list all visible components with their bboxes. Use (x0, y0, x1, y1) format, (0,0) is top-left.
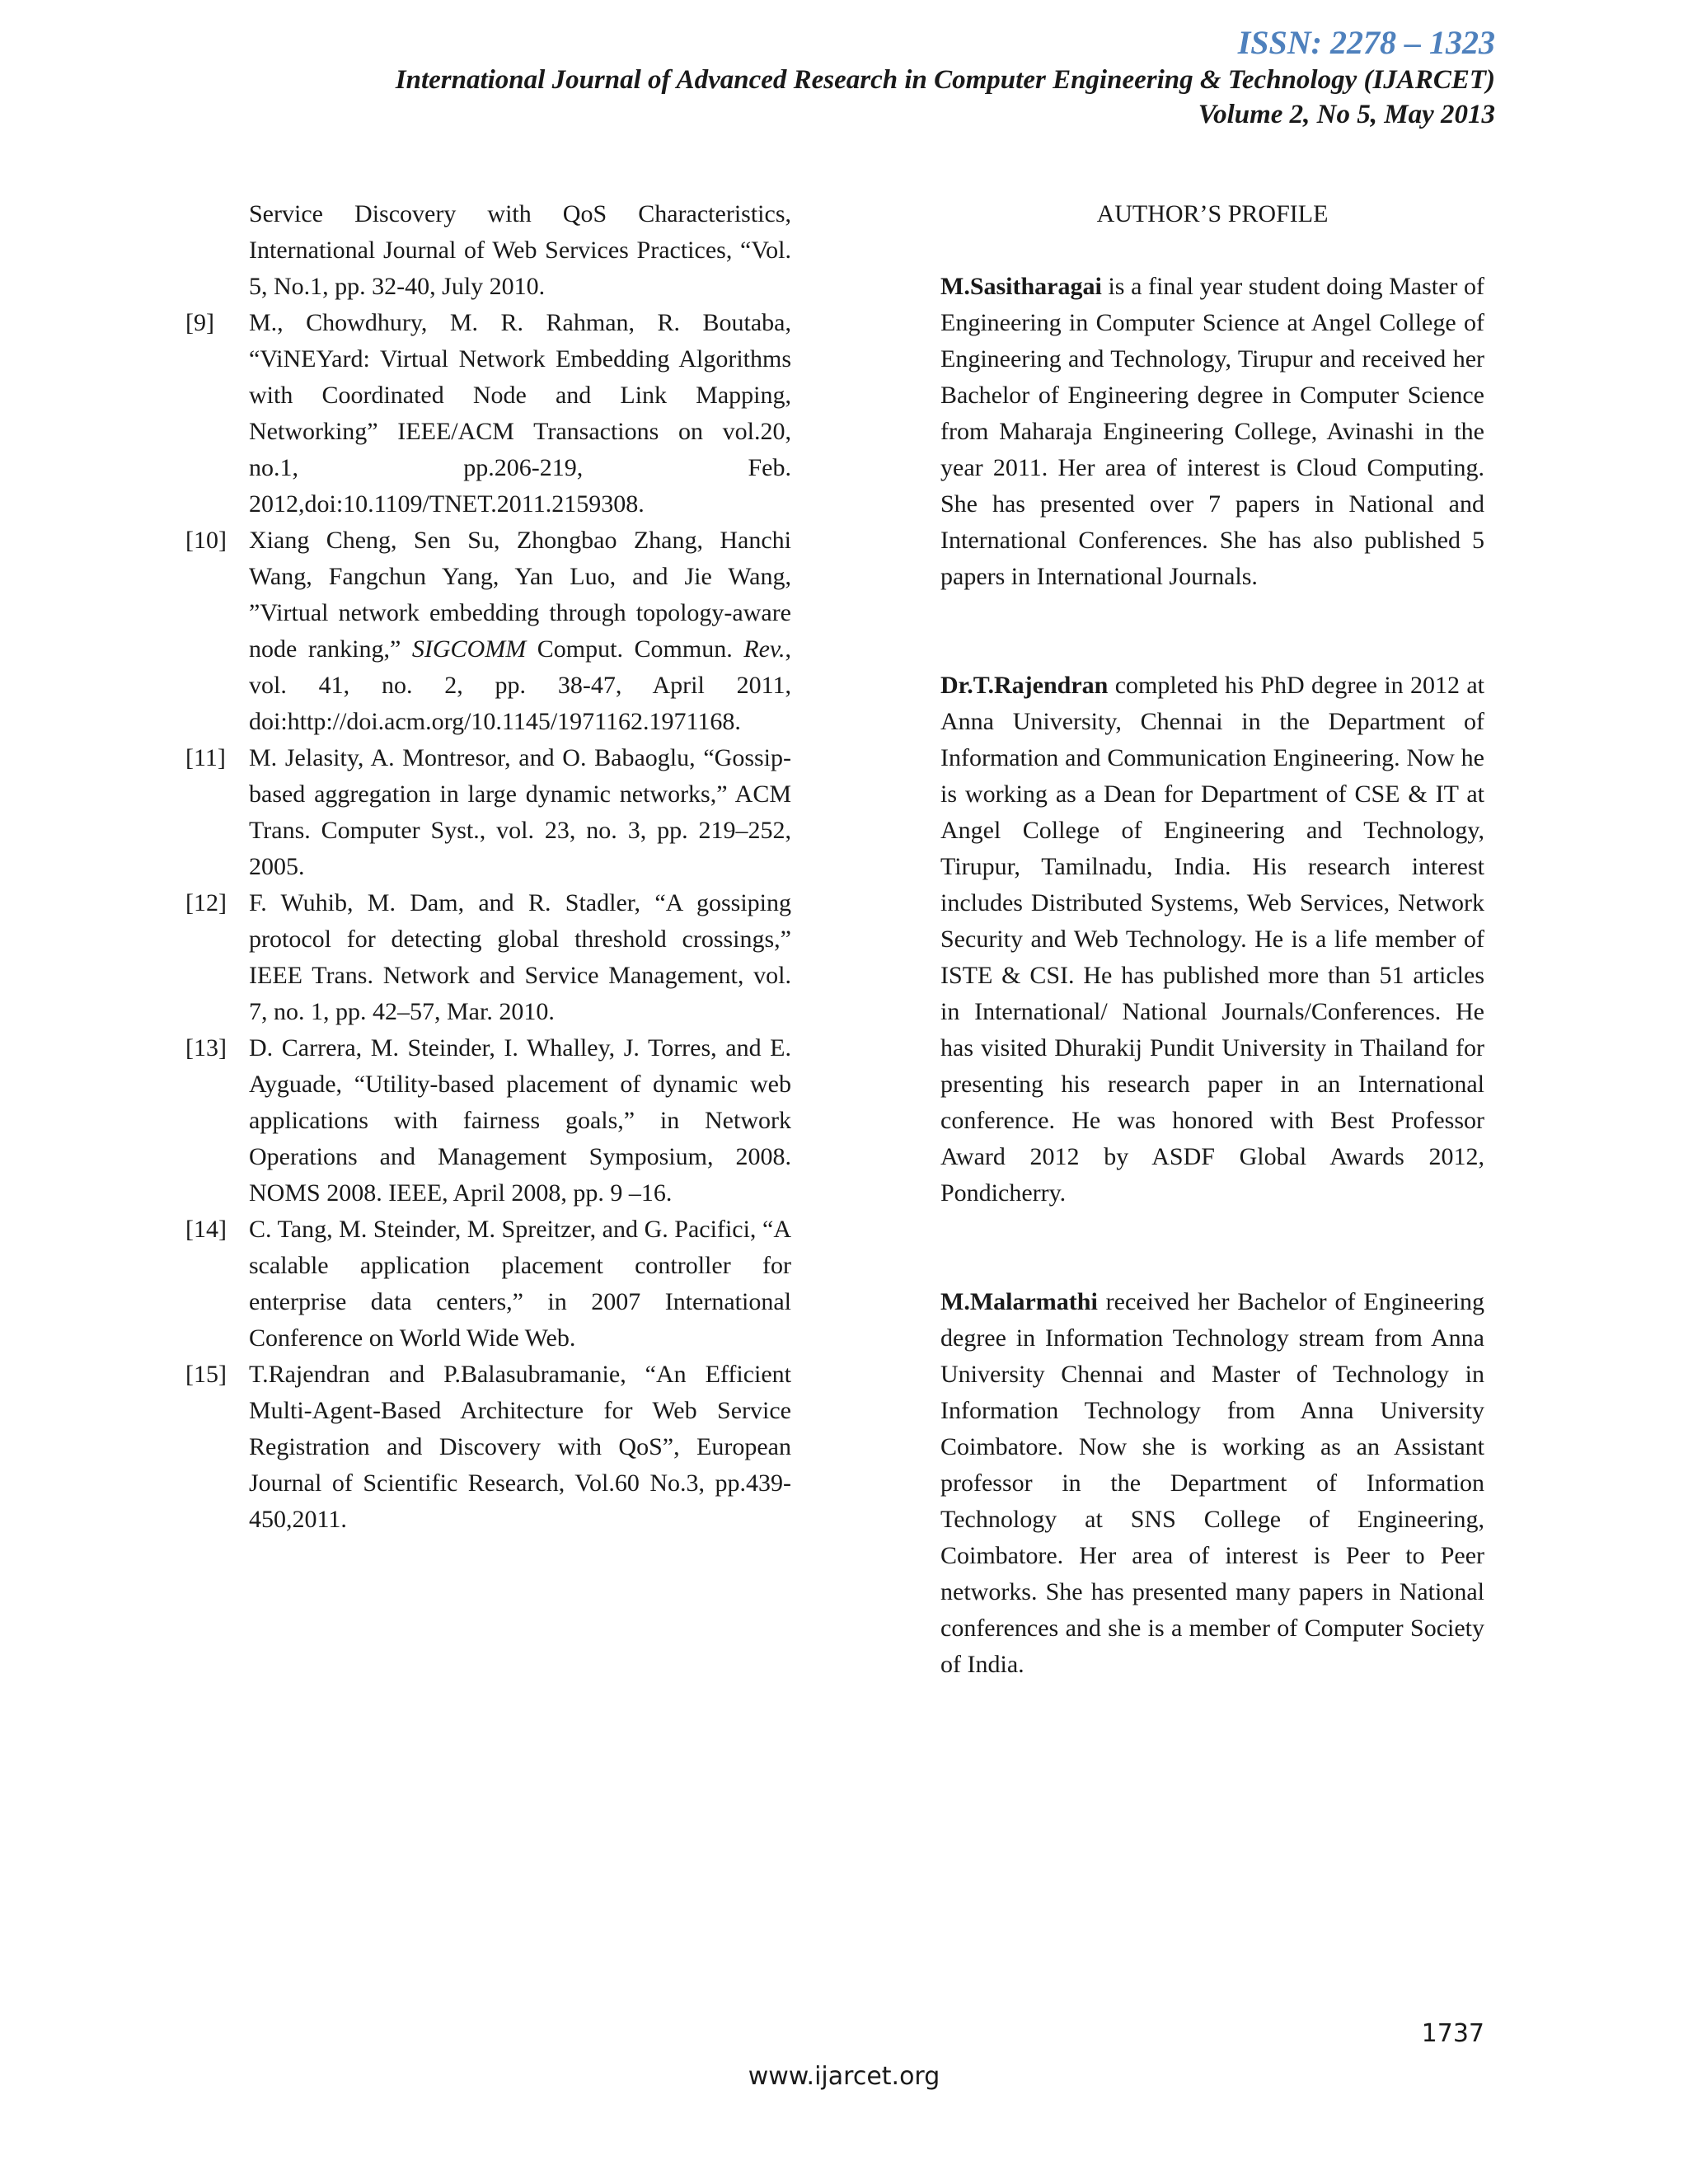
bio-spacer (940, 595, 1484, 668)
reference-italic-rev: Rev. (743, 635, 785, 663)
reference-text: T.Rajendran and P.Balasubramanie, “An Efficient Multi-Agent-Based Architecture for Web Service Registration and Discovery with QoS”, European Journal of Scientific Research, Vol.60 No.3, pp.439-450,2011. (249, 1361, 791, 1533)
journal-volume: Volume 2, No 5, May 2013 (1198, 100, 1495, 129)
bio-spacer (940, 1212, 1484, 1284)
reference-item (185, 885, 791, 1030)
author-bio (940, 668, 1484, 1212)
reference-number: [10] (185, 527, 227, 554)
reference-text: C. Tang, M. Steinder, M. Spreitzer, and G. Pacifici, “A scalable application placement controller for enterprise data centers,” in 2007 International Conference on World Wide Web. (249, 1216, 791, 1352)
reference-item (185, 523, 791, 740)
author-name: M.Sasitharagai (940, 273, 1102, 300)
issn-label: ISSN: 2278 – 1323 (1237, 24, 1495, 61)
author-bio-text: is a final year student doing Master of Engineering in Computer Science at Angel College of Engineering and Technology, Tirupur and received her Bachelor of Engineering degree in Computer Science from Maharaja Engineering College, Avinashi in the year 2011. Her area of interest is Cloud Computing. She has presented over 7 papers in National and International Conferences. She has also published 5 papers in International Journals. (940, 273, 1484, 590)
reference-item (185, 1030, 791, 1212)
reference-text (249, 523, 791, 740)
reference-text: F. Wuhib, M. Dam, and R. Stadler, “A gossiping protocol for detecting global threshold crossings,” IEEE Trans. Network and Service Management, vol. 7, no. 1, pp. 42–57, Mar. 2010. (249, 889, 791, 1025)
reference-text: M. Jelasity, A. Montresor, and O. Babaoglu, “Gossip-based aggregation in large dynamic networks,” ACM Trans. Computer Syst., vol. 23, no. 3, pp. 219–252, 2005. (249, 744, 791, 880)
reference-text: M., Chowdhury, M. R. Rahman, R. Boutaba, “ViNEYard: Virtual Network Embedding Algorithms with Coordinated Node and Link Mapping, Networking” IEEE/ACM Transactions on vol.20, no.1, pp.206-219, Feb. 2012,doi:10.1109/TNET.2011.2159308. (249, 309, 791, 518)
footer-url: www.ijarcet.org (748, 2062, 940, 2091)
references-column (185, 196, 791, 1538)
page-number: 1737 (1421, 2019, 1484, 2048)
reference-italic-venue: SIGCOMM (411, 635, 527, 663)
reference-number: [14] (185, 1216, 227, 1243)
reference-text-part: Xiang Cheng, Sen Su, Zhongbao Zhang, Hanchi Wang, Fangchun Yang, Yan Luo, and Jie Wang, ”Virtual network embedding through topology-aware node ranking,” (249, 527, 791, 663)
author-profile-heading: AUTHOR’S PROFILE (1096, 200, 1329, 227)
reference-text: D. Carrera, M. Steinder, I. Whalley, J. Torres, and E. Ayguade, “Utility-based placement of dynamic web applications with fairness goals,” in Network Operations and Management Symposium, 2008. NOMS 2008. IEEE, April 2008, pp. 9 –16. (249, 1034, 791, 1207)
reference-text-part: Comput. Commun. (526, 635, 744, 663)
reference-text-part: , vol. 41, no. 2, pp. 38-47, April 2011, doi:http://doi.acm.org/10.1145/1971162.1971168. (249, 635, 791, 735)
reference-item (185, 1357, 791, 1538)
reference-item (185, 305, 791, 523)
reference-item (185, 1212, 791, 1357)
author-profile-column (940, 196, 1484, 1683)
reference-number: [13] (185, 1034, 227, 1062)
reference-item (185, 740, 791, 885)
author-name: M.Malarmathi (940, 1288, 1098, 1315)
author-bio-text: completed his PhD degree in 2012 at Anna University, Chennai in the Department of Information and Communication Engineering. Now he is working as a Dean for Department of CSE & IT at Angel College of Engineering and Technology, Tirupur, Tamilnadu, India. His research interest includes Distributed Systems, Web Services, Network Security and Web Technology. He is a life member of ISTE & CSI. He has published more than 51 articles in International/ National Journals/Conferences. He has visited Dhurakij Pundit University in Thailand for presenting his research paper in an International conference. He was honored with Best Professor Award 2012 by ASDF Global Awards 2012, Pondicherry. (940, 672, 1484, 1207)
reference-number: [9] (185, 309, 214, 336)
reference-number: [15] (185, 1361, 227, 1388)
reference-number: [11] (185, 744, 226, 771)
journal-title: International Journal of Advanced Research in Computer Engineering & Technology (IJARCET) (395, 65, 1495, 95)
author-bio (940, 269, 1484, 595)
author-bio-text: received her Bachelor of Engineering degree in Information Technology stream from Anna University Chennai and Master of Technology in Information Technology from Anna University Coimbatore. Now she is working as an Assistant professor in the Department of Information Technology at SNS College of Engineering, Coimbatore. Her area of interest is Peer to Peer networks. She has presented many papers in National conferences and she is a member of Computer Society of India. (940, 1288, 1484, 1678)
author-bio (940, 1284, 1484, 1683)
page-header (396, 23, 1495, 132)
author-name: Dr.T.Rajendran (940, 672, 1109, 699)
reference-continuation: Service Discovery with QoS Characteristics, International Journal of Web Services Practices, “Vol. 5, No.1, pp. 32-40, July 2010. (249, 200, 791, 300)
reference-number: [12] (185, 889, 227, 916)
